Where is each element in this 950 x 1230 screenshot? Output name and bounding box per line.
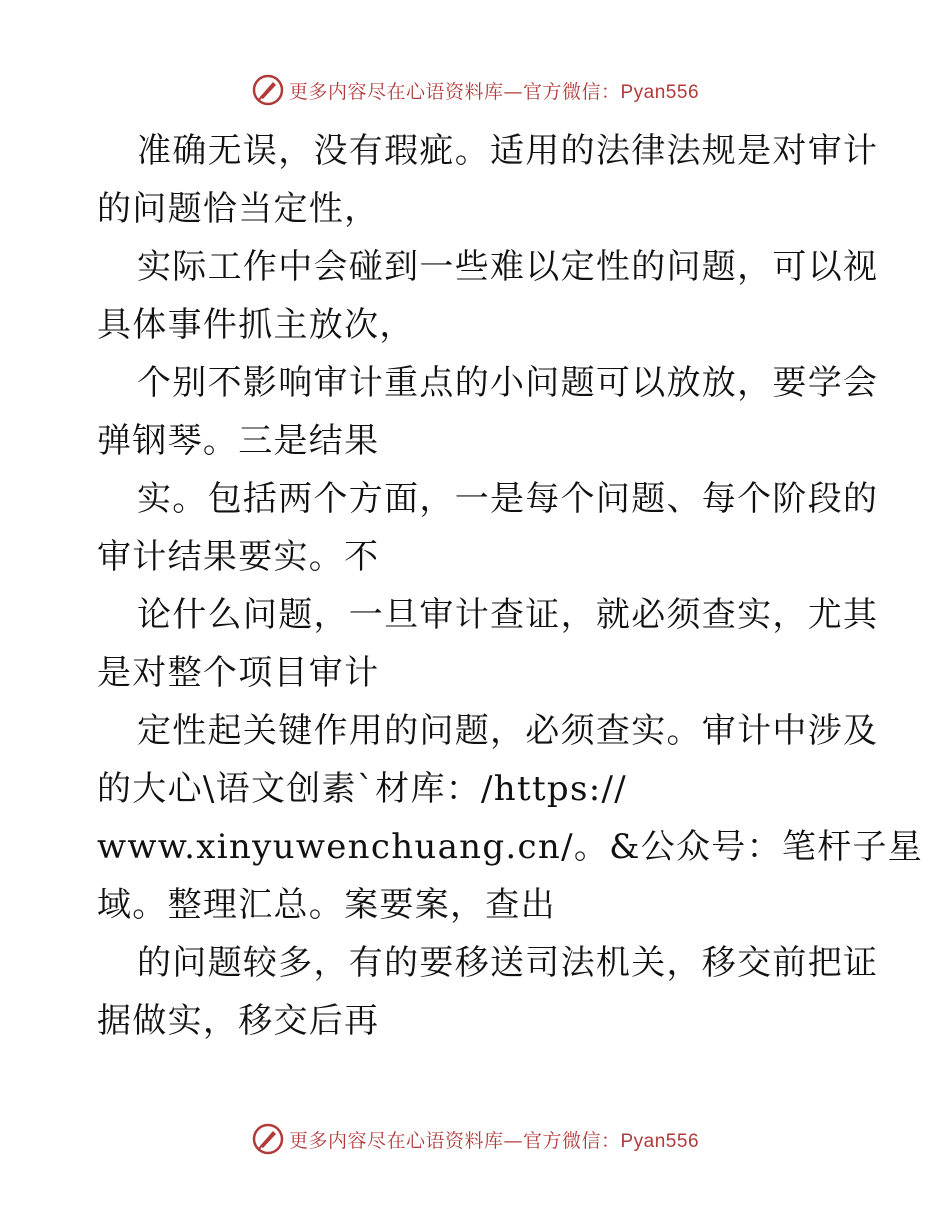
paragraph [97,702,924,934]
text-line: 实。包括两个方面，一是每个问题、每个阶段的 [137,479,879,519]
text-line: 个别不影响审计重点的小问题可以放放，要学会 [137,363,879,403]
text-line: 是对整个项目审计 [97,653,380,693]
banner-text: 更多内容尽在心语资料库—官方微信：Pyan556 [288,80,700,103]
text-line: 的大心\语文创素`材库：/https:// [97,769,628,809]
text-line: 实际工作中会碰到一些难以定性的问题，可以视 [137,247,879,287]
text-line: 的问题较多，有的要移送司法机关，移交前把证 [137,943,879,983]
quill-logo-icon [251,73,285,107]
paragraph [97,238,879,354]
text-line: 弹钢琴。三是结果 [97,421,380,461]
header-banner [0,70,950,110]
footer-banner [0,1119,950,1159]
text-line: 定性起关键作用的问题，必须查实。审计中涉及 [137,711,879,751]
paragraph [97,122,879,238]
text-line: 域。整理汇总。案要案，查出 [97,885,556,925]
document-body [97,122,924,1050]
paragraph [97,354,879,470]
text-line: 论什么问题，一旦审计查证，就必须查实，尤其 [137,595,879,635]
text-line: 据做实，移交后再 [97,1001,380,1041]
text-line: 的问题恰当定性， [97,189,380,229]
url-text-line: www.xinyuwenchuang.cn/。&公众号：笔杆子星 [97,827,924,867]
text-line: 审计结果要实。不 [97,537,380,577]
paragraph [97,586,879,702]
text-line: 准确无误，没有瑕疵。适用的法律法规是对审计 [137,131,879,171]
paragraph [97,934,879,1050]
text-line: 具体事件抓主放次， [97,305,415,345]
paragraph [97,470,879,586]
quill-logo-icon [251,1122,285,1156]
banner-text: 更多内容尽在心语资料库—官方微信：Pyan556 [288,1129,700,1152]
